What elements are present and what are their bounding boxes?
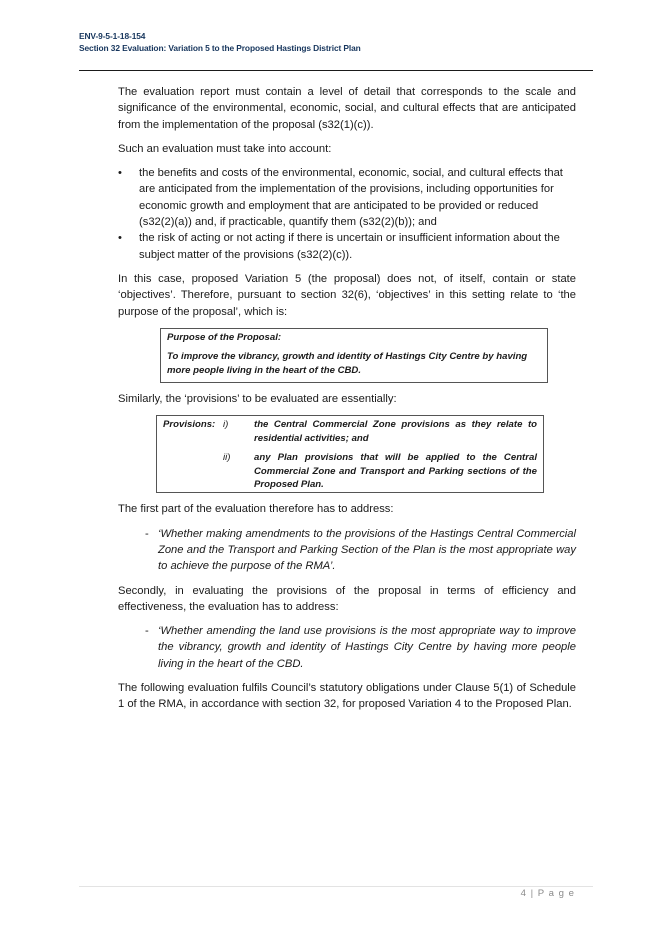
purpose-box: [160, 328, 548, 383]
paragraph-detail-level: The evaluation report must contain a level of detail that corresponds to the scale and significance of the environmental, economic, social, and cultural effects that are anticipated from the implementation of the proposal (s32(1)(c)).: [118, 86, 576, 131]
page-header: [79, 31, 593, 54]
footer-rule: [79, 886, 593, 887]
purpose-box-title: Purpose of the Proposal:: [167, 331, 282, 343]
provisions-table: [163, 418, 537, 491]
list-item-text: the benefits and costs of the environmental, economic, social, and cultural effects that are anticipated from the implementation of the provisions, including opportunities for economic growth and employment that are anticipated to be provided or reduced (s32(2)(a)) and, if practicable, quantify them (s32(2)(b)); and: [139, 167, 563, 229]
purpose-box-text: To improve the vibrancy, growth and identity of Hastings City Centre by having more people living in the heart of the CBD.: [167, 351, 528, 376]
considerations-list: [118, 165, 576, 263]
list-item-text: the risk of acting or not acting if there is uncertain or insufficient information about the subject matter of the provisions (s32(2)(c)).: [139, 232, 560, 261]
quote-text: ‘Whether making amendments to the provisions of the Hastings Central Commercial Zone and the Transport and Parking Section of the Plan is the most appropriate way to achieve the purpose of the RMA’.: [158, 527, 576, 573]
paragraph-take-into-account: Such an evaluation must take into account:: [118, 142, 332, 155]
bullet-symbol: •: [118, 232, 122, 245]
list-item: [118, 165, 576, 230]
header-rule: [79, 70, 593, 71]
provisions-label: Provisions:: [163, 419, 216, 431]
page-number: 4 | P a g e: [520, 888, 575, 899]
provision-number: i): [223, 419, 229, 431]
provisions-box: [156, 415, 544, 493]
paragraph-objectives: In this case, proposed Variation 5 (the proposal) does not, of itself, contain or state ‘objectives’. Therefore, pursuant to section 32(6), ‘objectives’ in this setting relate to ‘the purpose of the proposal’, which is:: [118, 272, 576, 318]
provision-text: any Plan provisions that will be applied to the Central Commercial Zone and Transport and Parking sections of the Proposed Plan.: [254, 452, 537, 490]
paragraph-provisions-intro: Similarly, the ‘provisions’ to be evaluated are essentially:: [118, 393, 397, 406]
dash-marker: -: [145, 527, 149, 540]
provision-text: the Central Commercial Zone provisions as they relate to residential activities; and: [254, 419, 537, 444]
paragraph-first-part: The first part of the evaluation therefore has to address:: [118, 503, 394, 516]
list-item: [118, 230, 576, 263]
table-row: [163, 418, 537, 445]
provision-number: ii): [223, 452, 231, 464]
document-id: ENV-9-5-1-18-154: [79, 31, 146, 41]
paragraph-conclusion: The following evaluation fulfils Council’s statutory obligations under Clause 5(1) of Schedule 1 of the RMA, in accordance with section 32, for proposed Variation 4 to the Proposed Plan.: [118, 682, 576, 711]
bullet-symbol: •: [118, 167, 122, 180]
document-title: Section 32 Evaluation: Variation 5 to the Proposed Hastings District Plan: [79, 42, 361, 53]
quote-first-question: [118, 526, 576, 575]
table-row: [163, 445, 537, 491]
paragraph-secondly: Secondly, in evaluating the provisions of the proposal in terms of efficiency and effectiveness, the evaluation has to address:: [118, 584, 576, 613]
page-body: [118, 84, 576, 721]
empty-cell: [163, 445, 223, 491]
dash-marker: -: [145, 625, 149, 638]
quote-second-question: [118, 623, 576, 672]
quote-text: ‘Whether amending the land use provisions is the most appropriate way to improve the vibrancy, growth and identity of Hastings City Centre by having more people living in the heart of the CBD.: [158, 625, 576, 670]
